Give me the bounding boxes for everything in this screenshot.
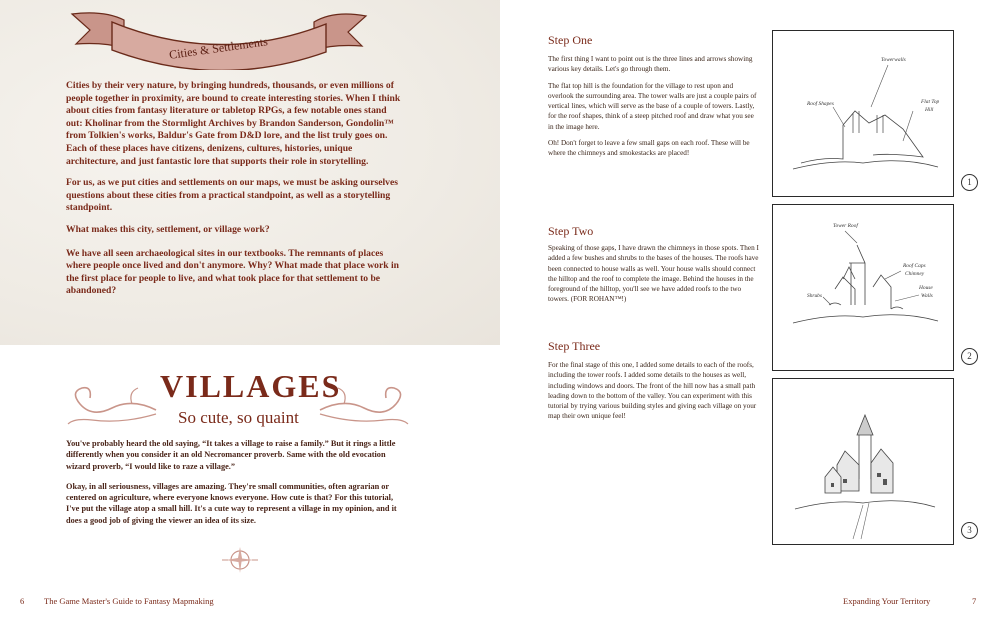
villages-paragraph-1: You've probably heard the old saying, “It takes a village to raise a family.” But it rings a little differently when you consider it an old Necromancer proverb. Same with the old evocation wizard proverb, “I would like to raze a village.” — [66, 439, 396, 471]
section-subtitle: So cute, so quaint — [178, 408, 299, 427]
banner-title: Cities & Settlements — [168, 34, 269, 62]
step-one-paragraph-3: Oh! Don't forget to leave a few small gaps on each roof. These will be where the chimneys and smokestacks are placed! — [548, 139, 750, 158]
label-house: House — [919, 285, 933, 291]
label-tower-roof: Tower Roof — [833, 223, 858, 229]
label-roof-shapes: Roof Shapes — [807, 101, 834, 107]
sketch-two-drawing — [773, 205, 953, 370]
right-page — [500, 0, 1000, 625]
compass-icon — [222, 545, 258, 575]
intro-paragraph-4: We have all seen archaeological sites in our textbooks. The remnants of places where people once lived and don't anymore. Why? What made that place work in the first place for people to live, and what took place for that settlement to be abandoned? — [66, 247, 399, 297]
step-three-heading: Step Three — [548, 339, 601, 353]
section-title: VILLAGES — [160, 368, 342, 404]
step-three-text — [548, 360, 760, 428]
step-three-paragraph-1: For the final stage of this one, I added some details to each of the roofs, including the tower roofs. I added some details to the houses as well, including windows and doors. The front of the hill now has a small path leading down to the bottom of the valley. You can experiment with this tutorial by trying various building styles and giving each village on your map their own unique feel! — [548, 361, 757, 421]
villages-text — [66, 438, 402, 535]
step-one-text — [548, 54, 760, 165]
label-walls: Walls — [921, 293, 933, 299]
label-roof-caps: Roof Caps — [903, 263, 926, 269]
intro-text — [66, 80, 402, 307]
label-shrubs: Shrubs — [807, 293, 822, 299]
left-running-title: The Game Master's Guide to Fantasy Mapmaking — [44, 596, 214, 606]
step-one-paragraph-1: The first thing I want to point out is the three lines and arrows showing various key details. Let's go through them. — [548, 55, 753, 74]
intro-question: What makes this city, settlement, or village work? — [66, 223, 270, 235]
sketch-step-two — [772, 204, 954, 371]
label-flat-top: Flat Top — [921, 99, 940, 105]
intro-paragraph-1: Cities by their very nature, by bringing hundreds, thousands, or even millions of people together in proximity, are bound to create interesting stories. When I think about cities from fantasy literature or tabletop RPGs, a few notable ones stand out: Kholinar from the Stormlight Archives by Brandon Sanderson, Gondolin™ from Tolkien's works, Baldur's Gate from D&D lore, and the list truly goes on. Each of these places have citizens, denizens, cultures, histories, unique architecture, and just fantastic lore that supports their role in storytelling. — [66, 80, 401, 167]
sketch-three-drawing — [773, 379, 953, 544]
step-two-heading: Step Two — [548, 224, 594, 238]
intro-paragraph-2: For us, as we put cities and settlements on our maps, we must be asking ourselves questions about these cities from a practical standpoint, as well as a storytelling standpoint. — [66, 177, 398, 214]
step-number-2: 2 — [961, 348, 978, 365]
step-one-paragraph-2: The flat top hill is the foundation for the village to rest upon and overlook the surrounding area. The tower walls are just a couple pairs of vertical lines, which will serve as the base of a couple of towers. Lastly, for the roof shapes, think of a steep pitched roof and draw what you see in the image here. — [548, 81, 757, 131]
label-hill: Hill — [925, 107, 934, 113]
left-flourish-icon — [62, 380, 158, 430]
step-number-1: 1 — [961, 174, 978, 191]
step-two-paragraph-1: Speaking of those gaps, I have drawn the chimneys in those spots. Then I added a few bushes and shrubs to the bases of the houses. The roofs have been connected to house walls as well. Your house walls should connect the hilltop and the roof to complete the image. Behind the houses in the foreground of the hilltop, you'll see we have added roofs to the two towers. (FOR ROHAN™!) — [548, 244, 759, 304]
villages-paragraph-2: Okay, in all seriousness, villages are amazing. They're small communities, often agrarian or centered on agriculture, where everyone knows everyone. How cute is that? For this tutorial, I've put the village atop a small hill. It's a cute way to represent a village in my opinion, and it does a good job of giving the viewer an idea of its size. — [66, 481, 397, 525]
step-one-heading: Step One — [548, 33, 593, 47]
right-page-number: 7 — [972, 596, 977, 606]
label-towerwalls: Towerwalls — [881, 57, 906, 63]
sketch-step-one — [772, 30, 954, 197]
label-chimney: Chimney — [905, 271, 925, 277]
step-two-text — [548, 243, 760, 311]
sketch-one-drawing — [773, 31, 953, 196]
left-page-number: 6 — [20, 596, 25, 606]
sketch-step-three — [772, 378, 954, 545]
ribbon-banner — [64, 6, 374, 70]
right-running-title: Expanding Your Territory — [843, 596, 931, 606]
step-number-3: 3 — [961, 522, 978, 539]
